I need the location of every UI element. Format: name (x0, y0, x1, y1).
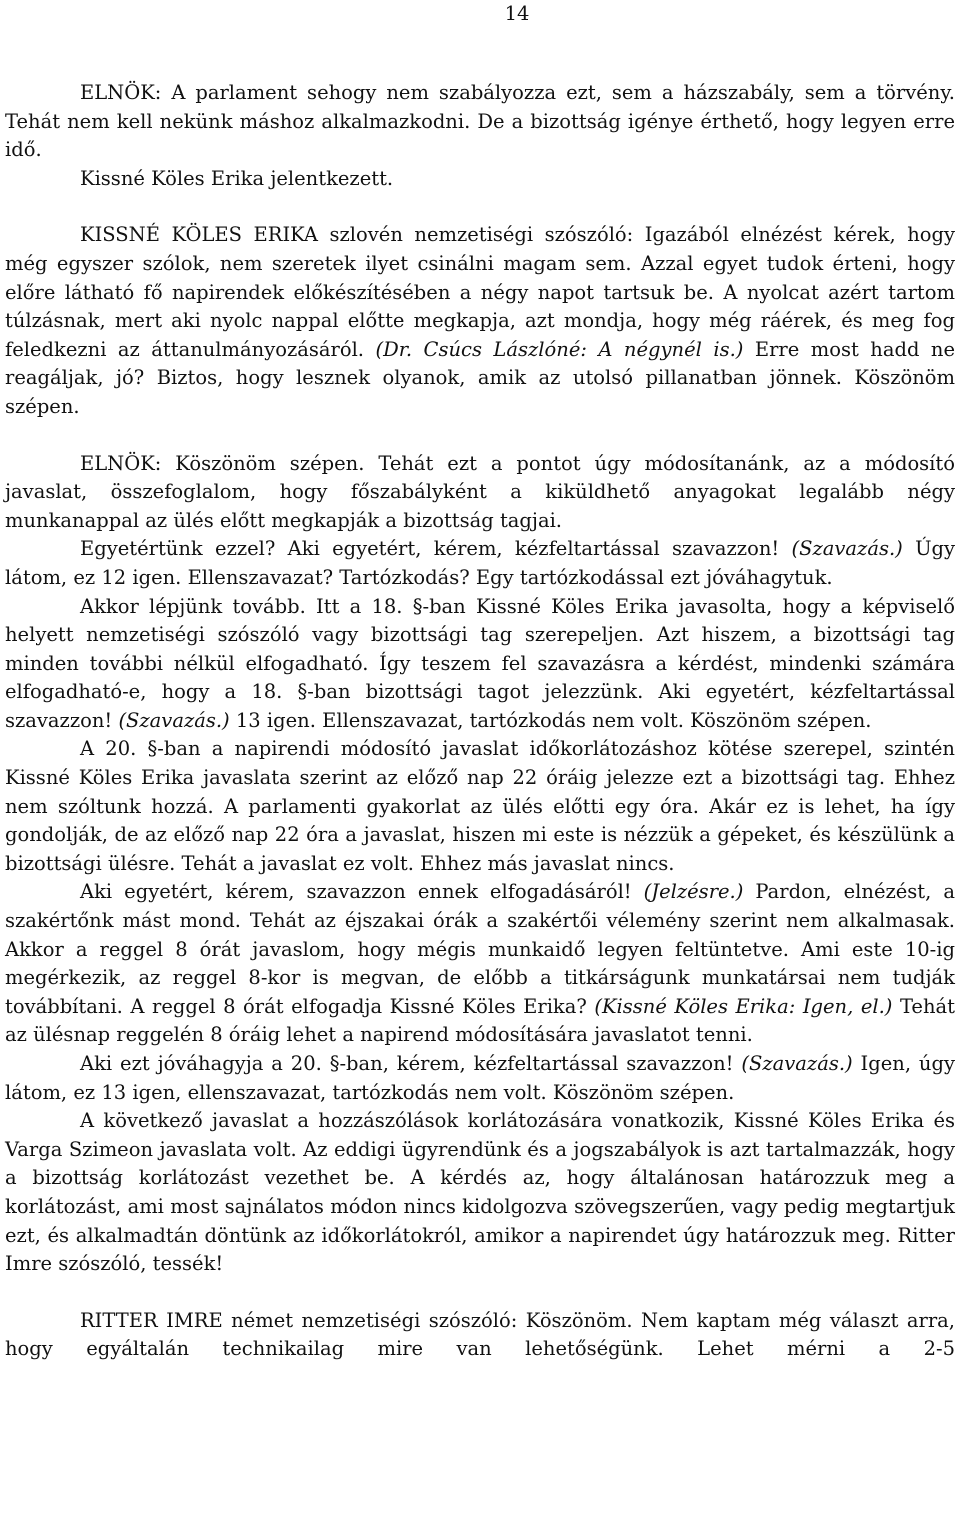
paragraph (5, 221, 955, 421)
paragraph (5, 1050, 955, 1107)
paragraph-text: KISSNÉ KÖLES ERIKA szlovén nemzetiségi szószóló: Igazából elnézést kérek, hogy még egyszer szólok, nem szeretek ilyet csinálni magam sem. Azzal egyet tudok érteni, hogy előre látható fő napirendek előkészítésében a négy napot tartsuk be. A nyolcat azért tartom túlzásnak, mert aki nyolc nappal előtte megkapja, azt mondja, hogy még ráérek, és meg fog feledkezni az áttanulmányozásáról. (5, 223, 955, 361)
paragraph-text: A következő javaslat a hozzászólások korlátozására vonatkozik, Kissné Köles Erika és Varga Szimeon javaslata volt. Az eddigi ügyrendünk és a jogszabályok is azt tartalmazzák, hogy a bizottság korlátozást vezethet be. A kérdés az, hogy általánosan határozzuk meg a korlátozást, ami most sajnálatos módon nincs kidolgozva szövegszerűen, vagy pedig megtartjuk ezt, és alkalmadtán döntünk az időkorlátokról, amikor a napirendet úgy határozzuk meg. Ritter Imre szószóló, tessék! (5, 1109, 955, 1276)
paragraph-text: A 20. §-ban a napirendi módosító javaslat időkorlátozáshoz kötése szerepel, szintén Kissné Köles Erika javaslata szerint az előző nap 22 óráig jelezze ezt a bizottsági tag. Ehhez nem szóltunk hozzá. A parlamenti gyakorlat az ülés előtti egy óra. Akár ez is lehet, ha így gondolják, de az előző nap 22 óra a javaslat, hiszen mi este is nézzük a gépeket, és készülünk a bizottsági ülésre. Tehát a javaslat ez volt. Ehhez más javaslat nincs. (5, 737, 955, 875)
paragraph (5, 1107, 955, 1279)
paragraph (5, 1307, 955, 1364)
paragraph (5, 79, 955, 165)
paragraph-text: Kissné Köles Erika jelentkezett. (80, 166, 394, 190)
paragraph-text: Aki egyetért, kérem, szavazzon ennek elfogadásáról! (80, 880, 644, 904)
paragraph (5, 593, 955, 736)
paragraph-text: Tehát az ülésnap reggelén 8 óráig lehet a napirend módosítására javaslatot tenni. (5, 994, 955, 1047)
interjection-text: (Szavazás.) (791, 537, 903, 561)
interjection-text: (Szavazás.) (118, 708, 230, 732)
paragraph-text: RITTER IMRE német nemzetiségi szószóló: Köszönöm. Nem kaptam még választ arra, hogy egyáltalán technikailag mire van lehetőségünk. Lehet mérni a 2-5 (5, 1308, 955, 1361)
interjection-text: (Kissné Köles Erika: Igen, el.) (594, 994, 893, 1018)
interjection-text: (Jelzésre.) (643, 880, 744, 904)
paragraph (5, 535, 955, 592)
document-body (5, 79, 955, 1364)
paragraph-text: Aki ezt jóváhagyja a 20. §-ban, kérem, kézfeltartással szavazzon! (80, 1052, 742, 1075)
paragraph-text: 13 igen. Ellenszavazat, tartózkodás nem volt. Köszönöm szépen. (229, 708, 872, 732)
paragraph (5, 165, 955, 194)
page-number: 14 (504, 2, 530, 25)
paragraph-text: Erre most hadd ne reagáljak, jó? Biztos, hogy lesznek olyanok, amik az utolsó pillanatban jönnek. Köszönöm szépen. (5, 337, 955, 418)
paragraph-text: ELNÖK: Köszönöm szépen. Tehát ezt a pontot úgy módosítanánk, az a módosító javaslat, összefoglalom, hogy főszabályként a kiküldhető anyagokat legalább négy munkanappal az ülés előtt megkapják a bizottság tagjai. (5, 451, 955, 532)
paragraph (5, 450, 955, 536)
paragraph (5, 735, 955, 878)
paragraph-text: Akkor lépjünk tovább. Itt a 18. §-ban Kissné Köles Erika javasolta, hogy a képviselő helyett nemzetiségi szószóló vagy bizottsági tag szerepeljen. Azt hiszem, a bizottsági tag minden további nélkül elfogadható. Így teszem fel szavazásra a kérdést, mindenki számára elfogadható-e, hogy a 18. §-ban bizottsági tagot jelezzünk. Aki egyetért, kézfeltartással szavazzon! (5, 594, 955, 732)
paragraph-text: Igen, úgy látom, ez 13 igen, ellenszavazat, tartózkodás nem volt. Köszönöm szépen. (5, 1052, 955, 1104)
interjection-text: (Szavazás.) (741, 1052, 853, 1075)
paragraph-text: ELNÖK: A parlament sehogy nem szabályozza ezt, sem a házszabály, sem a törvény. Tehát nem kell nekünk máshoz alkalmazkodni. De a bizottság igénye érthető, hogy legyen erre idő. (5, 81, 955, 162)
paragraph-text: Egyetértünk ezzel? Aki egyetért, kérem, kézfeltartással szavazzon! (80, 537, 792, 561)
interjection-text: (Dr. Csúcs Lászlóné: A négynél is.) (375, 337, 744, 361)
paragraph-text: Pardon, elnézést, a szakértőnk mást mond. Tehát az éjszakai órák a szakértői vélemény szerint nem alkalmasak. Akkor a reggel 8 órát javaslom, hogy mégis munkaidő legyen feltüntetve. Ami este 10-ig megérkezik, az reggel 8-kor is megvan, de előbb a titkárságunk munkatársai nem tudják továbbítani. A reggel 8 órát elfogadja Kissné Köles Erika? (5, 880, 955, 1018)
paragraph-text: Úgy látom, ez 12 igen. Ellenszavazat? Tartózkodás? Egy tartózkodással ezt jóváhagytuk. (5, 537, 956, 589)
paragraph (5, 878, 955, 1050)
